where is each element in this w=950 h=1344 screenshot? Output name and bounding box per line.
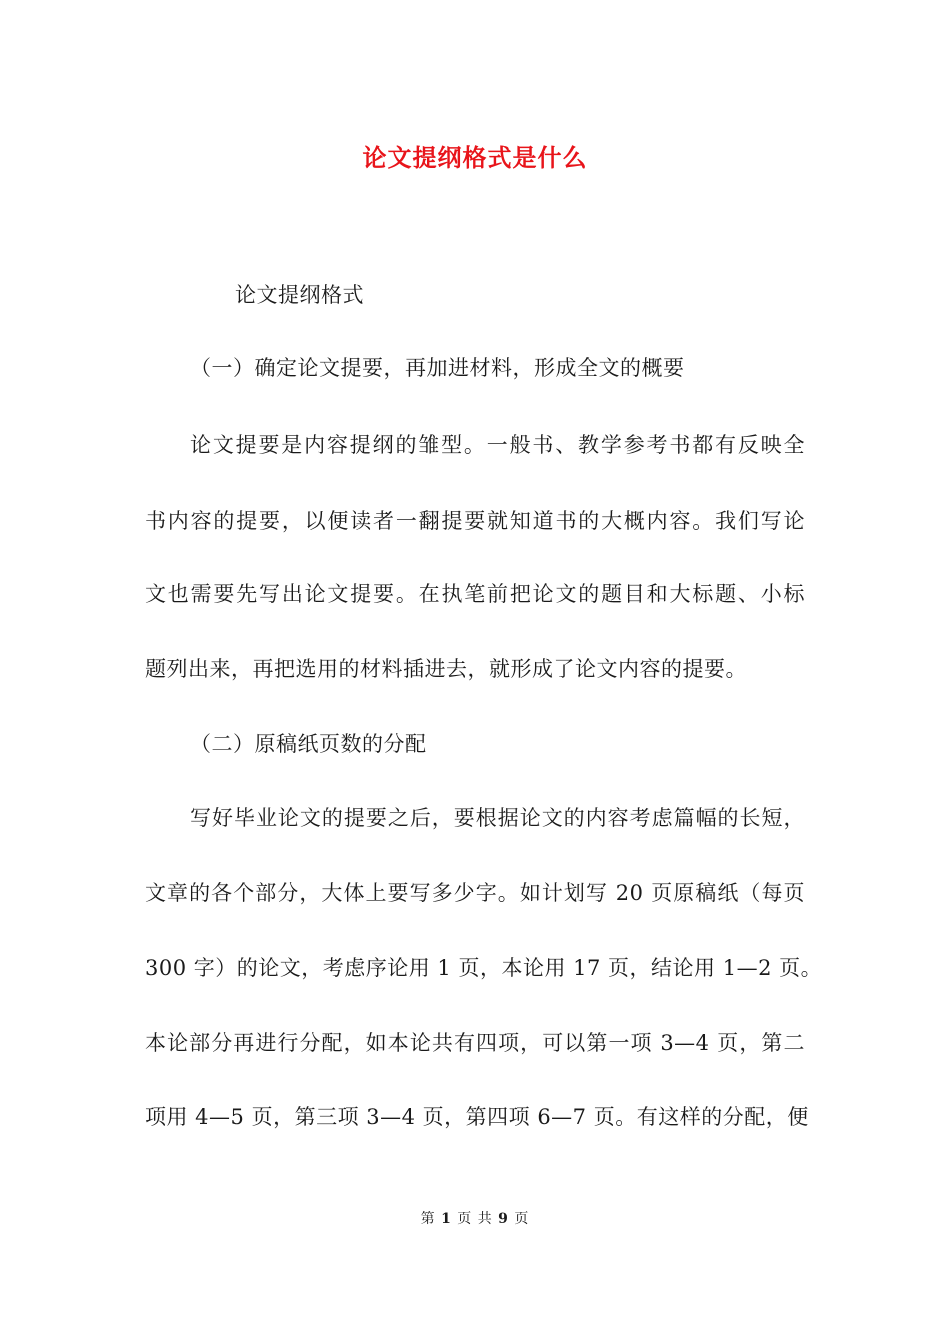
- total-pages-number: 9: [498, 1211, 509, 1227]
- subsection-heading-2: （二）原稿纸页数的分配: [190, 732, 427, 756]
- paragraph-line: 书内容的提要，以便读者一翻提要就知道书的大概内容。我们写论: [145, 509, 805, 533]
- paragraph-line: 本论部分再进行分配，如本论共有四项，可以第一项 3—4 页，第二: [145, 1031, 805, 1055]
- footer-prefix: 第: [420, 1211, 436, 1227]
- subsection-heading-1: （一）确定论文提要，再加进材料，形成全文的概要: [190, 356, 685, 380]
- paragraph-line: 题列出来，再把选用的材料插进去，就形成了论文内容的提要。: [145, 657, 747, 681]
- page-footer: [0, 1208, 950, 1228]
- paragraph-line: 文也需要先写出论文提要。在执笔前把论文的题目和大标题、小标: [145, 582, 805, 606]
- paragraph-line: 写好毕业论文的提要之后，要根据论文的内容考虑篇幅的长短，: [190, 806, 805, 830]
- paragraph-line: 300 字）的论文，考虑序论用 1 页，本论用 17 页，结论用 1—2 页。: [145, 956, 823, 980]
- section-heading: 论文提纲格式: [235, 283, 364, 307]
- paragraph-line: 项用 4—5 页，第三项 3—4 页，第四项 6—7 页。有这样的分配，便: [145, 1105, 809, 1129]
- document-title: 论文提纲格式是什么: [362, 143, 588, 172]
- footer-suffix: 页: [514, 1211, 530, 1227]
- current-page-number: 1: [441, 1211, 452, 1227]
- paragraph-line: 文章的各个部分，大体上要写多少字。如计划写 20 页原稿纸（每页: [145, 881, 805, 905]
- paragraph-line: 论文提要是内容提纲的雏型。一般书、教学参考书都有反映全: [190, 433, 805, 457]
- footer-middle: 页 共: [457, 1211, 493, 1227]
